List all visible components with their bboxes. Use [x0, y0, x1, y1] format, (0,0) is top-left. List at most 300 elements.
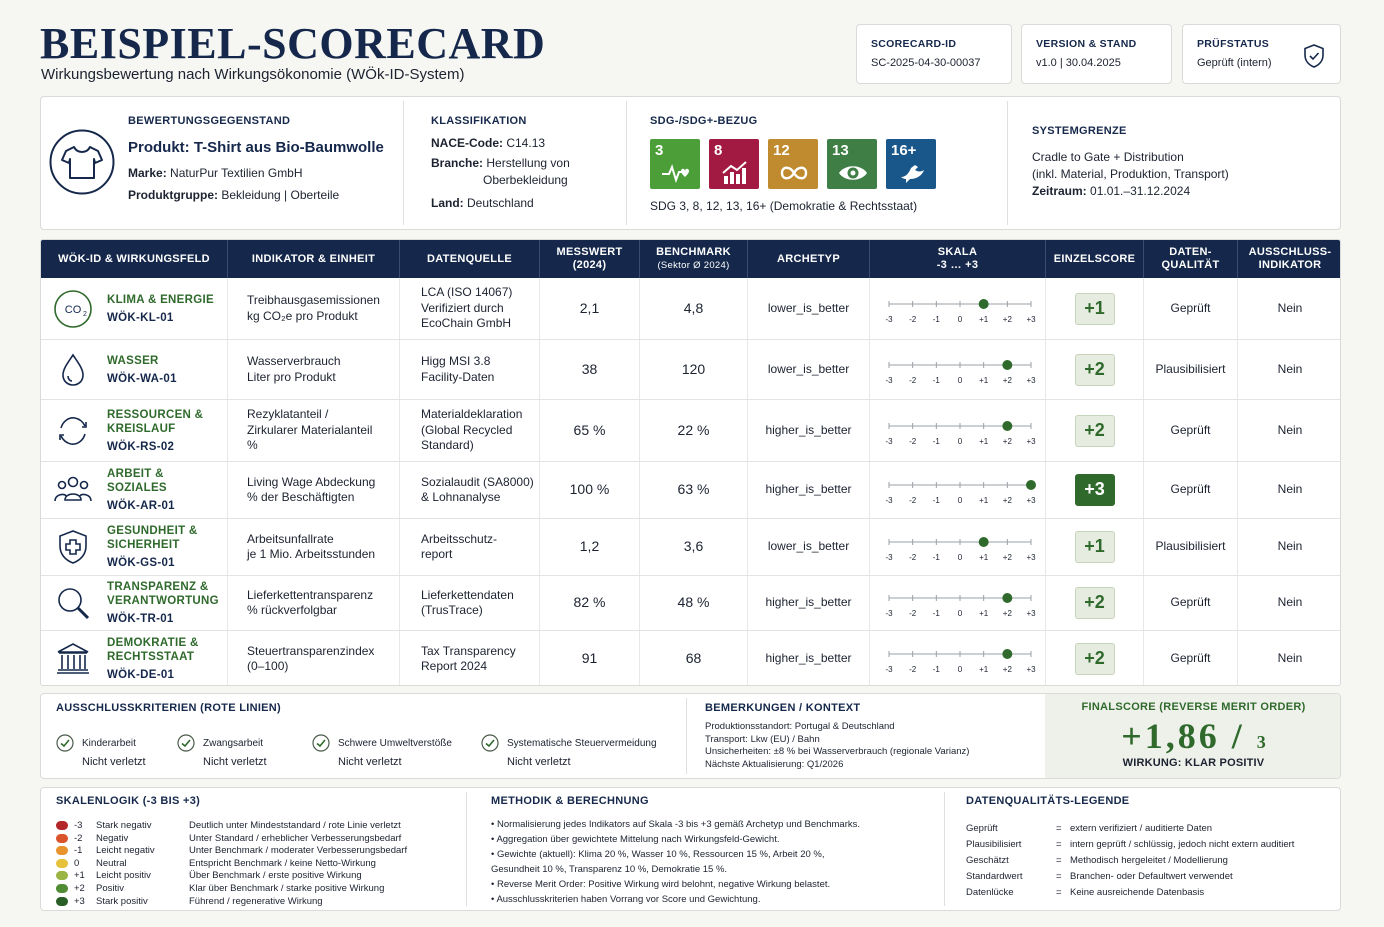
- exclusion-indicator: Nein: [1277, 361, 1303, 376]
- indicator-text: [247, 588, 373, 619]
- quality-legend-description: intern geprüft / schlüssig, jedoch nicht extern auditiert: [1070, 839, 1295, 850]
- field-name-line: RECHTSSTAAT: [107, 651, 195, 663]
- field-name-line: KLIMA & ENERGIE: [107, 293, 214, 306]
- infinity-icon: [779, 161, 809, 185]
- scale-tick-label: 0: [957, 314, 962, 324]
- archetype-value: higher_is_better: [748, 462, 870, 518]
- scale-tick-label: 0: [957, 665, 962, 674]
- indicator-line: (0–100): [247, 659, 289, 673]
- final-score-label: FINALSCORE (REVERSE MERIT ORDER): [1081, 701, 1306, 713]
- field-name-line: SICHERHEIT: [107, 539, 180, 551]
- scale-tick-label: +3: [1025, 609, 1036, 618]
- info-panel: [40, 96, 1341, 230]
- source-line: Sozialaudit (SA8000): [421, 474, 534, 489]
- col-header-value-1: MESSWERT: [556, 246, 623, 258]
- exclusion-name: Schwere Umweltverstöße: [338, 738, 452, 749]
- shield-check-icon: [1302, 43, 1326, 69]
- exclusion-indicator: Nein: [1277, 300, 1303, 315]
- field-name-line: VERANTWORTUNG: [107, 595, 219, 607]
- product-group-line: [128, 188, 384, 202]
- measured-value: 38: [540, 340, 640, 399]
- field-name-line: GESUNDHEIT &: [107, 525, 198, 537]
- table-row: [41, 461, 1341, 518]
- quality-legend-description: Methodisch hergeleitet / Modellierung: [1070, 855, 1228, 866]
- methodology-item: • Gewichte (aktuell): Klima 20 %, Wasser 10 %, Ressourcen 15 %, Arbeit 20 %,: [491, 849, 825, 860]
- exclusion-indicator: Nein: [1277, 422, 1303, 437]
- score-badge: +2: [1075, 354, 1115, 386]
- heartbeat-icon: [661, 161, 691, 185]
- co2-icon: [53, 289, 93, 329]
- field-name-line: DEMOKRATIE &: [107, 637, 199, 649]
- scale-tick-label: -1: [932, 609, 940, 618]
- branch-line-2: Oberbekleidung: [483, 173, 568, 187]
- methodology-list: [491, 817, 860, 907]
- indicator-cell: [228, 278, 400, 339]
- scale-tick-label: +1: [978, 436, 988, 446]
- indicator-text: [247, 475, 375, 506]
- product-group-key: Produktgruppe:: [128, 188, 218, 202]
- remarks-label: BEMERKUNGEN / KONTEXT: [705, 702, 861, 714]
- archetype-value: lower_is_better: [748, 340, 870, 399]
- data-quality: Geprüft: [1144, 400, 1238, 461]
- archetype-value: lower_is_better: [748, 519, 870, 575]
- field-id: WÖK-KL-01: [107, 311, 174, 324]
- scale-logic-number: +1: [74, 870, 85, 882]
- field-name: [107, 293, 214, 325]
- scale-logic-number: -1: [74, 845, 83, 857]
- sdg-label: SDG-/SDG+-BEZUG: [650, 115, 758, 127]
- field-cell: [41, 278, 228, 339]
- scale-marker: [1002, 593, 1012, 603]
- sdg-tile-8: [709, 139, 759, 189]
- scale-marker: [1026, 480, 1036, 490]
- quality-legend-description: Keine ausreichende Datenbasis: [1070, 887, 1205, 898]
- source-cell: [400, 400, 540, 461]
- period-line: [1032, 183, 1229, 200]
- check-circle-icon: [56, 734, 74, 752]
- benchmark-value: 48 %: [640, 576, 748, 630]
- brand-key: Marke:: [128, 166, 167, 180]
- final-score-number: +1,86 /: [1121, 716, 1245, 756]
- scale-gauge: [873, 353, 1043, 387]
- benchmark-value: 68: [640, 631, 748, 686]
- scale-tick-label: +2: [1002, 665, 1012, 674]
- system-boundary-label: SYSTEMGRENZE: [1032, 125, 1127, 137]
- exclusion-status: Nicht verletzt: [507, 756, 571, 768]
- scale-tick-label: +1: [978, 665, 988, 674]
- scale-marker: [1002, 360, 1012, 370]
- period-key: Zeitraum:: [1032, 184, 1087, 198]
- scale-logic-number: 0: [74, 857, 80, 869]
- indicator-text: [247, 644, 374, 675]
- svg-text:CO: CO: [64, 303, 82, 316]
- col-header-indicator: INDIKATOR & EINHEIT: [228, 240, 400, 278]
- legend-panel: [40, 787, 1341, 911]
- scale-logic-label-text: Leicht positiv: [96, 870, 151, 882]
- scale-tick-label: -3: [884, 609, 893, 618]
- field-name: [107, 524, 198, 570]
- exclusion-indicator: Nein: [1277, 482, 1303, 497]
- final-score-verdict: WIRKUNG: KLAR POSITIV: [1122, 757, 1265, 769]
- indicator-cell: [228, 576, 400, 630]
- table-row: [41, 630, 1341, 686]
- indicator-line: % rückverfolgbar: [247, 603, 338, 617]
- scale-tick-label: 0: [957, 436, 962, 446]
- scale-tick-label: -1: [932, 665, 940, 674]
- quality-legend-description: Branchen- oder Defaultwert verwendet: [1070, 871, 1233, 882]
- exclusion-status: Nicht verletzt: [82, 756, 146, 768]
- methodology: [491, 795, 860, 907]
- field-id: WÖK-TR-01: [107, 613, 174, 625]
- remarks: [705, 702, 969, 771]
- dove-icon: [897, 161, 927, 185]
- source-line: (TrusTrace): [421, 603, 483, 617]
- source-line: LCA (ISO 14067): [421, 285, 513, 300]
- assessment-object: [128, 115, 384, 202]
- scale-logic-description: Über Benchmark / erste positive Wirkung: [189, 870, 362, 882]
- scale-tick-label: +1: [978, 553, 988, 562]
- table-row: [41, 399, 1341, 461]
- assessment-object-label: BEWERTUNGSGEGENSTAND: [128, 115, 291, 127]
- col-header-exclusion-1: AUSSCHLUSS-: [1248, 246, 1332, 258]
- scale-tick-label: +3: [1025, 665, 1036, 674]
- scale-tick-label: -3: [884, 375, 893, 385]
- branch-line: [431, 155, 570, 172]
- remark-line: Unsicherheiten: ±8 % bei Wasserverbrauch (regionale Varianz): [705, 746, 970, 757]
- magnifier-icon: [53, 583, 93, 623]
- summary-panel: [40, 693, 1341, 779]
- final-score-value: [1045, 715, 1341, 757]
- sdg-tile-number: 13: [832, 142, 849, 159]
- scale-cell: [870, 278, 1046, 339]
- divider: [1007, 101, 1008, 225]
- measured-value: 82 %: [540, 576, 640, 630]
- table-row: [41, 575, 1341, 630]
- measured-value: 91: [540, 631, 640, 686]
- nace-key: NACE-Code:: [431, 136, 503, 150]
- source-line: Verifiziert durch: [421, 300, 504, 315]
- indicator-line: Rezyklatanteil /: [247, 407, 329, 422]
- source-line: EcoChain GmbH: [421, 316, 512, 331]
- field-id: WÖK-RS-02: [107, 440, 175, 453]
- scale-logic-number: -3: [74, 820, 83, 831]
- score-badge: +1: [1075, 531, 1115, 563]
- scale-logic-description: Deutlich unter Mindeststandard / rote Linie verletzt: [189, 820, 401, 831]
- scale-tick-label: 0: [957, 375, 962, 385]
- field-name-line: WASSER: [107, 354, 159, 367]
- methodology-item: • Ausschlusskriterien haben Vorrang vor Score und Gewichtung.: [491, 894, 761, 905]
- data-quality: Geprüft: [1144, 462, 1238, 518]
- divider: [466, 792, 467, 906]
- methodology-item: • Normalisierung jedes Indikators auf Skala -3 bis +3 gemäß Archetyp und Benchmarks.: [491, 819, 860, 830]
- quality-legend-equals: =: [1056, 855, 1062, 866]
- source-text: [421, 354, 494, 385]
- scale-color-dot: [56, 859, 68, 868]
- scale-marker: [978, 299, 988, 309]
- benchmark-value: 22 %: [640, 400, 748, 461]
- indicator-cell: [228, 340, 400, 399]
- scale-tick-label: +2: [1002, 609, 1012, 618]
- col-header-exclusion-2: INDIKATOR: [1258, 259, 1322, 271]
- quality-legend-description: extern verifiziert / auditierte Daten: [1070, 823, 1213, 834]
- field-id: WÖK-WA-01: [107, 372, 177, 385]
- exclusion-name: Systematische Steuervermeidung: [507, 738, 657, 749]
- indicator-text: [247, 293, 380, 324]
- scale-tick-label: -1: [932, 375, 940, 385]
- indicator-cell: [228, 519, 400, 575]
- source-line: Materialdeklaration: [421, 407, 523, 422]
- archetype-value: higher_is_better: [748, 400, 870, 461]
- scale-cell: [870, 519, 1046, 575]
- source-line: Higg MSI 3.8: [421, 354, 491, 368]
- sdg-tile-number: 16+: [891, 142, 917, 159]
- score-cell: [1046, 462, 1144, 518]
- classification-label: KLASSIFIKATION: [431, 115, 527, 127]
- scale-tick-label: -2: [908, 665, 916, 674]
- scale-logic-label-text: Positiv: [96, 883, 124, 894]
- brand-value: NaturPur Textilien GmbH: [170, 166, 303, 180]
- period-value: 01.01.–31.12.2024: [1090, 184, 1191, 198]
- col-header-quality-2: QUALITÄT: [1161, 259, 1220, 271]
- indicator-line: je 1 Mio. Arbeitsstunden: [247, 547, 376, 561]
- col-header-quality-1: DATEN-: [1169, 246, 1212, 258]
- divider: [944, 792, 945, 906]
- source-cell: [400, 340, 540, 399]
- indicator-line: Living Wage Abdeckung: [247, 474, 376, 489]
- col-header-value: [540, 240, 640, 278]
- benchmark-value: 3,6: [640, 519, 748, 575]
- exclusion-status: Nicht verletzt: [338, 756, 402, 768]
- final-score: [1045, 694, 1341, 779]
- quality-legend-equals: =: [1056, 887, 1062, 898]
- indicator-line: Steuertransparenzindex: [247, 643, 375, 658]
- scale-tick-label: -3: [884, 665, 893, 674]
- quality-legend-key: Plausibilisiert: [966, 839, 1022, 850]
- source-line: Facility-Daten: [421, 369, 495, 384]
- exclusion-name: Zwangsarbeit: [203, 738, 264, 749]
- col-header-source: DATENQUELLE: [400, 240, 540, 278]
- archetype-value: lower_is_better: [748, 278, 870, 339]
- score-cell: [1046, 340, 1144, 399]
- scale-logic-label-text: Neutral: [96, 857, 127, 869]
- field-cell: [41, 340, 228, 399]
- field-name-line: ARBEIT & SOZIALES: [107, 468, 167, 494]
- indicator-line: Lieferkettentransparenz: [247, 587, 374, 602]
- page-subtitle: Wirkungsbewertung nach Wirkungsökonomie (WÖk-ID-System): [41, 66, 465, 83]
- source-cell: [400, 519, 540, 575]
- field-id: WÖK-AR-01: [107, 500, 175, 512]
- indicator-line: Zirkularer Materialanteil: [247, 422, 373, 437]
- scale-logic: [56, 795, 408, 907]
- col-header-archetype: ARCHETYP: [748, 240, 870, 278]
- score-badge: +3: [1075, 474, 1115, 506]
- scale-tick-label: -3: [884, 436, 893, 446]
- scale-tick-label: +1: [978, 609, 988, 618]
- field-name-line: KREISLAUF: [107, 422, 176, 435]
- field-name: [107, 636, 199, 682]
- water-drop-icon: [53, 350, 93, 390]
- methodology-label: METHODIK & BERECHNUNG: [491, 795, 649, 807]
- classification: [431, 115, 570, 212]
- exclusion-status: Nicht verletzt: [203, 756, 267, 768]
- col-header-value-2: (2024): [572, 259, 607, 271]
- divider: [626, 101, 627, 225]
- field-cell: [41, 400, 228, 461]
- source-text: [421, 644, 516, 675]
- remark-line: Nächste Aktualisierung: Q1/2026: [705, 758, 844, 770]
- sdg-text: SDG 3, 8, 12, 13, 16+ (Demokratie & Rechtsstaat): [650, 199, 918, 213]
- quality-legend-key: Geprüft: [966, 823, 998, 834]
- source-text: [421, 475, 534, 506]
- sdg-tile-3: [650, 139, 700, 189]
- field-cell: [41, 576, 228, 630]
- indicator-text: [247, 407, 372, 454]
- shield-cross-icon: [53, 527, 93, 567]
- check-circle-icon: [312, 734, 330, 752]
- scale-tick-label: +2: [1002, 496, 1012, 505]
- scale-marker: [1002, 649, 1012, 659]
- scale-tick-label: -2: [908, 436, 916, 446]
- field-name: [107, 580, 219, 626]
- scale-marker: [1002, 421, 1012, 431]
- benchmark-value: 120: [640, 340, 748, 399]
- scale-logic-description: Klar über Benchmark / starke positive Wirkung: [189, 883, 385, 894]
- scale-tick-label: 0: [957, 553, 962, 562]
- scale-logic-label-text: Stark positiv: [96, 895, 148, 907]
- methodology-item: Gesundheit 10 %, Transparenz 10 %, Demokratie 15 %.: [491, 864, 728, 875]
- table-row: [41, 339, 1341, 399]
- exclusion-indicator: Nein: [1277, 651, 1303, 666]
- scale-tick-label: 0: [957, 609, 962, 618]
- quality-legend-key: Datenlücke: [966, 887, 1014, 898]
- scale-tick-label: +3: [1025, 553, 1036, 562]
- score-cell: [1046, 519, 1144, 575]
- scale-tick-label: -1: [932, 496, 940, 505]
- indicator-line: Arbeitsunfallrate: [247, 531, 334, 546]
- scale-logic-label-text: Leicht negativ: [96, 845, 155, 857]
- scale-tick-label: +3: [1025, 375, 1036, 385]
- divider: [403, 101, 404, 225]
- scale-tick-label: -3: [884, 496, 893, 505]
- scale-color-dot: [56, 846, 68, 855]
- data-quality: Geprüft: [1144, 576, 1238, 630]
- measured-value: 100 %: [540, 462, 640, 518]
- scale-tick-label: +3: [1025, 496, 1036, 505]
- measured-value: 65 %: [540, 400, 640, 461]
- source-line: report: [421, 547, 453, 561]
- scorecard-id-box: [856, 24, 1012, 84]
- field-cell: [41, 462, 228, 518]
- check-circle-icon: [481, 734, 499, 752]
- scale-tick-label: -2: [908, 609, 916, 618]
- system-boundary-line-2: (inkl. Material, Produktion, Transport): [1032, 167, 1229, 181]
- data-quality: Geprüft: [1144, 631, 1238, 686]
- field-name: [107, 408, 203, 454]
- score-cell: [1046, 631, 1144, 686]
- sdg-reference: [650, 115, 936, 213]
- scale-tick-label: +2: [1002, 375, 1012, 385]
- col-header-benchmark-1: BENCHMARK: [656, 246, 731, 258]
- scale-tick-label: +1: [978, 314, 988, 324]
- scale-tick-label: +3: [1025, 314, 1036, 324]
- scale-marker: [978, 537, 988, 547]
- scale-color-dot: [56, 897, 68, 906]
- scale-tick-label: -2: [908, 553, 916, 562]
- archetype-value: higher_is_better: [748, 631, 870, 686]
- scale-logic-number: +2: [74, 883, 85, 894]
- svg-text:2: 2: [83, 310, 87, 318]
- scale-tick-label: -1: [932, 436, 940, 446]
- branch-value-1: Herstellung von: [486, 156, 570, 170]
- sdg-tiles: [650, 139, 936, 189]
- scale-tick-label: +2: [1002, 314, 1012, 324]
- scale-cell: [870, 340, 1046, 399]
- country-line: [431, 195, 570, 212]
- exclusion-indicator: Nein: [1277, 539, 1303, 554]
- field-cell: [41, 519, 228, 575]
- brand-line: [128, 166, 384, 180]
- indicator-line: Liter pro Produkt: [247, 369, 336, 384]
- quality-legend-equals: =: [1056, 871, 1062, 882]
- source-line: & Lohnanalyse: [421, 490, 501, 504]
- indicator-cell: [228, 631, 400, 686]
- data-quality: Plausibilisiert: [1144, 519, 1238, 575]
- scale-gauge: [873, 586, 1043, 620]
- table-row: [41, 518, 1341, 575]
- field-cell: [41, 631, 228, 686]
- scale-tick-label: -2: [908, 375, 916, 385]
- scale-gauge: [873, 473, 1043, 507]
- remark-line: Produktionsstandort: Portugal & Deutschland: [705, 721, 895, 732]
- scale-tick-label: -1: [932, 553, 940, 562]
- score-cell: [1046, 400, 1144, 461]
- scale-color-dot: [56, 821, 68, 830]
- final-score-max: 3: [1256, 732, 1266, 752]
- quality-legend-equals: =: [1056, 823, 1062, 834]
- exclusion-label: AUSSCHLUSSKRITERIEN (ROTE LINIEN): [56, 702, 282, 714]
- benchmark-value: 63 %: [640, 462, 748, 518]
- indicator-table: [40, 239, 1341, 686]
- review-status-box: [1182, 24, 1341, 84]
- measured-value: 2,1: [540, 278, 640, 339]
- country-value: Deutschland: [467, 196, 534, 210]
- scorecard-id-label: SCORECARD-ID: [871, 38, 957, 50]
- scale-tick-label: 0: [957, 496, 962, 505]
- scale-gauge: [873, 414, 1043, 448]
- review-status-value: Geprüft (intern): [1197, 57, 1272, 69]
- archetype-value: higher_is_better: [748, 576, 870, 630]
- source-cell: [400, 631, 540, 686]
- table-row: [41, 278, 1341, 339]
- source-text: [421, 407, 522, 454]
- indicator-line: kg CO₂e pro Produkt: [247, 308, 358, 323]
- nace-line: [431, 135, 570, 152]
- scale-logic-description: Unter Standard / erheblicher Verbesserungsbedarf: [189, 832, 402, 844]
- table-header: [41, 240, 1341, 278]
- scale-gauge: [873, 530, 1043, 564]
- scale-logic-label: SKALENLOGIK (-3 BIS +3): [56, 795, 201, 807]
- scale-logic-number: +3: [74, 895, 85, 907]
- scale-logic-description: Unter Benchmark / moderater Verbesserungsbedarf: [189, 845, 408, 857]
- field-name-line: TRANSPARENZ &: [107, 581, 209, 593]
- col-header-benchmark-2: (Sektor Ø 2024): [657, 260, 730, 271]
- source-line: (Global Recycled: [421, 422, 513, 437]
- score-badge: +1: [1075, 293, 1115, 325]
- source-line: Standard): [421, 438, 474, 453]
- indicator-line: %: [247, 438, 258, 453]
- field-name: [107, 467, 227, 513]
- indicator-text: [247, 354, 341, 385]
